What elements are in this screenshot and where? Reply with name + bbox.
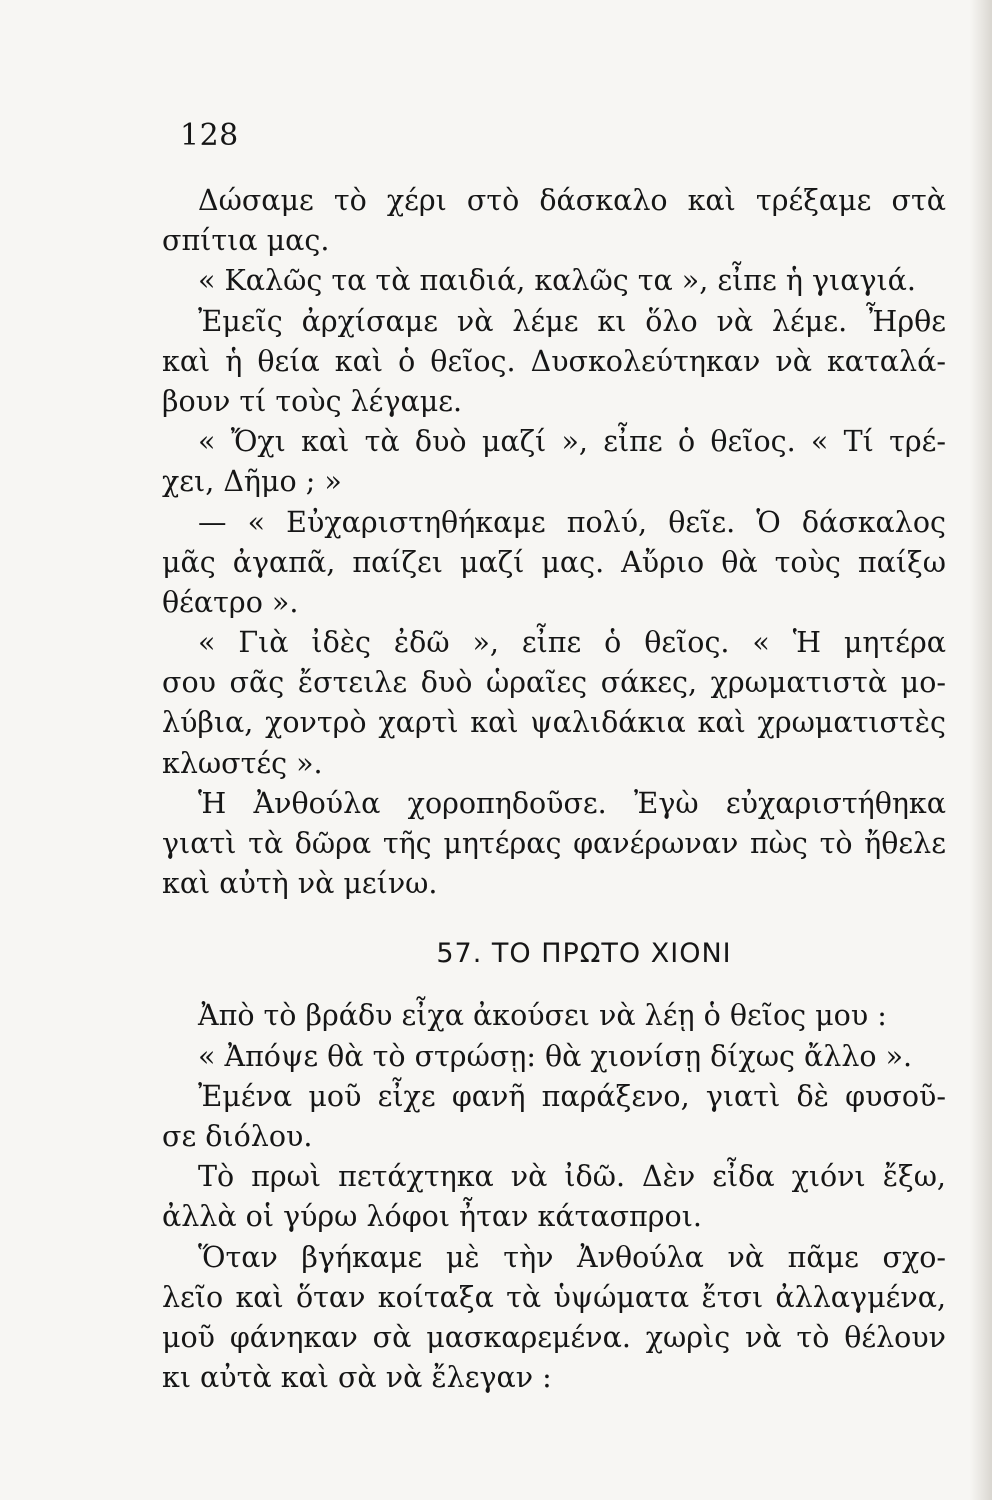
text-line: καὶ αὐτὴ νὰ μείνω. — [162, 867, 438, 901]
text-line: σε διόλου. — [162, 1119, 313, 1153]
text-line: λεῖο καὶ ὅταν κοίταξα τὰ ὑψώματα ἔτσι ἀλλαγμένα, — [162, 1280, 946, 1314]
text-line: ἀλλὰ οἱ γύρω λόφοι ἦταν κάτασπροι. — [162, 1200, 702, 1234]
text-line: « Γιὰ ἰδὲς ἐδῶ », εἶπε ὁ θεῖος. « Ἡ μητέρα — [198, 626, 946, 660]
text-line: χει, Δῆμο ; » — [162, 465, 342, 499]
text-line: καὶ ἡ θεία καὶ ὁ θεῖος. Δυσκολεύτηκαν νὰ καταλά- — [162, 344, 946, 378]
text-line: Ἐμεῖς ἀρχίσαμε νὰ λέμε κι ὅλο νὰ λέμε. Ἦρθε — [198, 304, 946, 338]
text-line: Τὸ πρωὶ πετάχτηκα νὰ ἰδῶ. Δὲν εἶδα χιόνι ἔξω, — [198, 1160, 946, 1194]
text-line: λύβια, χοντρὸ χαρτὶ καὶ ψαλιδάκια καὶ χρωματιστὲς — [162, 706, 946, 740]
text-line: μᾶς ἀγαπᾶ, παίζει μαζί μας. Αὔριο θὰ τοὺς παίξω — [162, 545, 946, 579]
text-line: κι αὐτὰ καὶ σὰ νὰ ἔλεγαν : — [162, 1361, 552, 1395]
text-line: γιατὶ τὰ δῶρα τῆς μητέρας φανέρωναν πὼς τὸ ἤθελε — [162, 827, 946, 860]
body-text — [162, 181, 946, 1398]
text-line: « Καλῶς τα τὰ παιδιά, καλῶς τα », εἶπε ἡ γιαγιά. — [198, 264, 916, 298]
text-line: « Ἀπόψε θὰ τὸ στρώσῃ: θὰ χιονίσῃ δίχως ἄλλο ». — [198, 1039, 913, 1073]
text-line: Ἐμένα μοῦ εἶχε φανῆ παράξενο, γιατὶ δὲ φυσοῦ- — [198, 1079, 946, 1113]
text-line: Ἡ Ἀνθούλα χοροπηδοῦσε. Ἐγὼ εὐχαριστήθηκα — [198, 786, 946, 820]
text-line: κλωστές ». — [162, 746, 323, 780]
section-heading: 57. ΤΟ ΠΡΩΤΟ ΧΙΟΝΙ — [436, 938, 732, 970]
text-line: « Ὄχι καὶ τὰ δυὸ μαζί », εἶπε ὁ θεῖος. « Τί τρέ- — [198, 425, 946, 459]
text-line: σου σᾶς ἔστειλε δυὸ ὡραῖες σάκες, χρωματιστὰ μο- — [162, 666, 946, 700]
text-line: θέατρο ». — [162, 585, 299, 619]
text-line: Ἀπὸ τὸ βράδυ εἶχα ἀκούσει νὰ λέῃ ὁ θεῖος μου : — [198, 999, 887, 1033]
page-edge-shadow — [970, 0, 992, 1500]
text-line: σπίτια μας. — [162, 224, 330, 258]
text-line: μοῦ φάνηκαν σὰ μασκαρεμένα. χωρὶς νὰ τὸ θέλουν — [162, 1320, 946, 1354]
text-line: Δώσαμε τὸ χέρι στὸ δάσκαλο καὶ τρέξαμε στὰ — [198, 184, 946, 217]
text-line: βουν τί τοὺς λέγαμε. — [162, 384, 463, 418]
text-line: — « Εὐχαριστηθήκαμε πολύ, θεῖε. Ὁ δάσκαλος — [198, 505, 946, 539]
text-line: Ὅταν βγήκαμε μὲ τὴν Ἀνθούλα νὰ πᾶμε σχο- — [198, 1240, 946, 1274]
page-number: 128 — [180, 118, 239, 153]
